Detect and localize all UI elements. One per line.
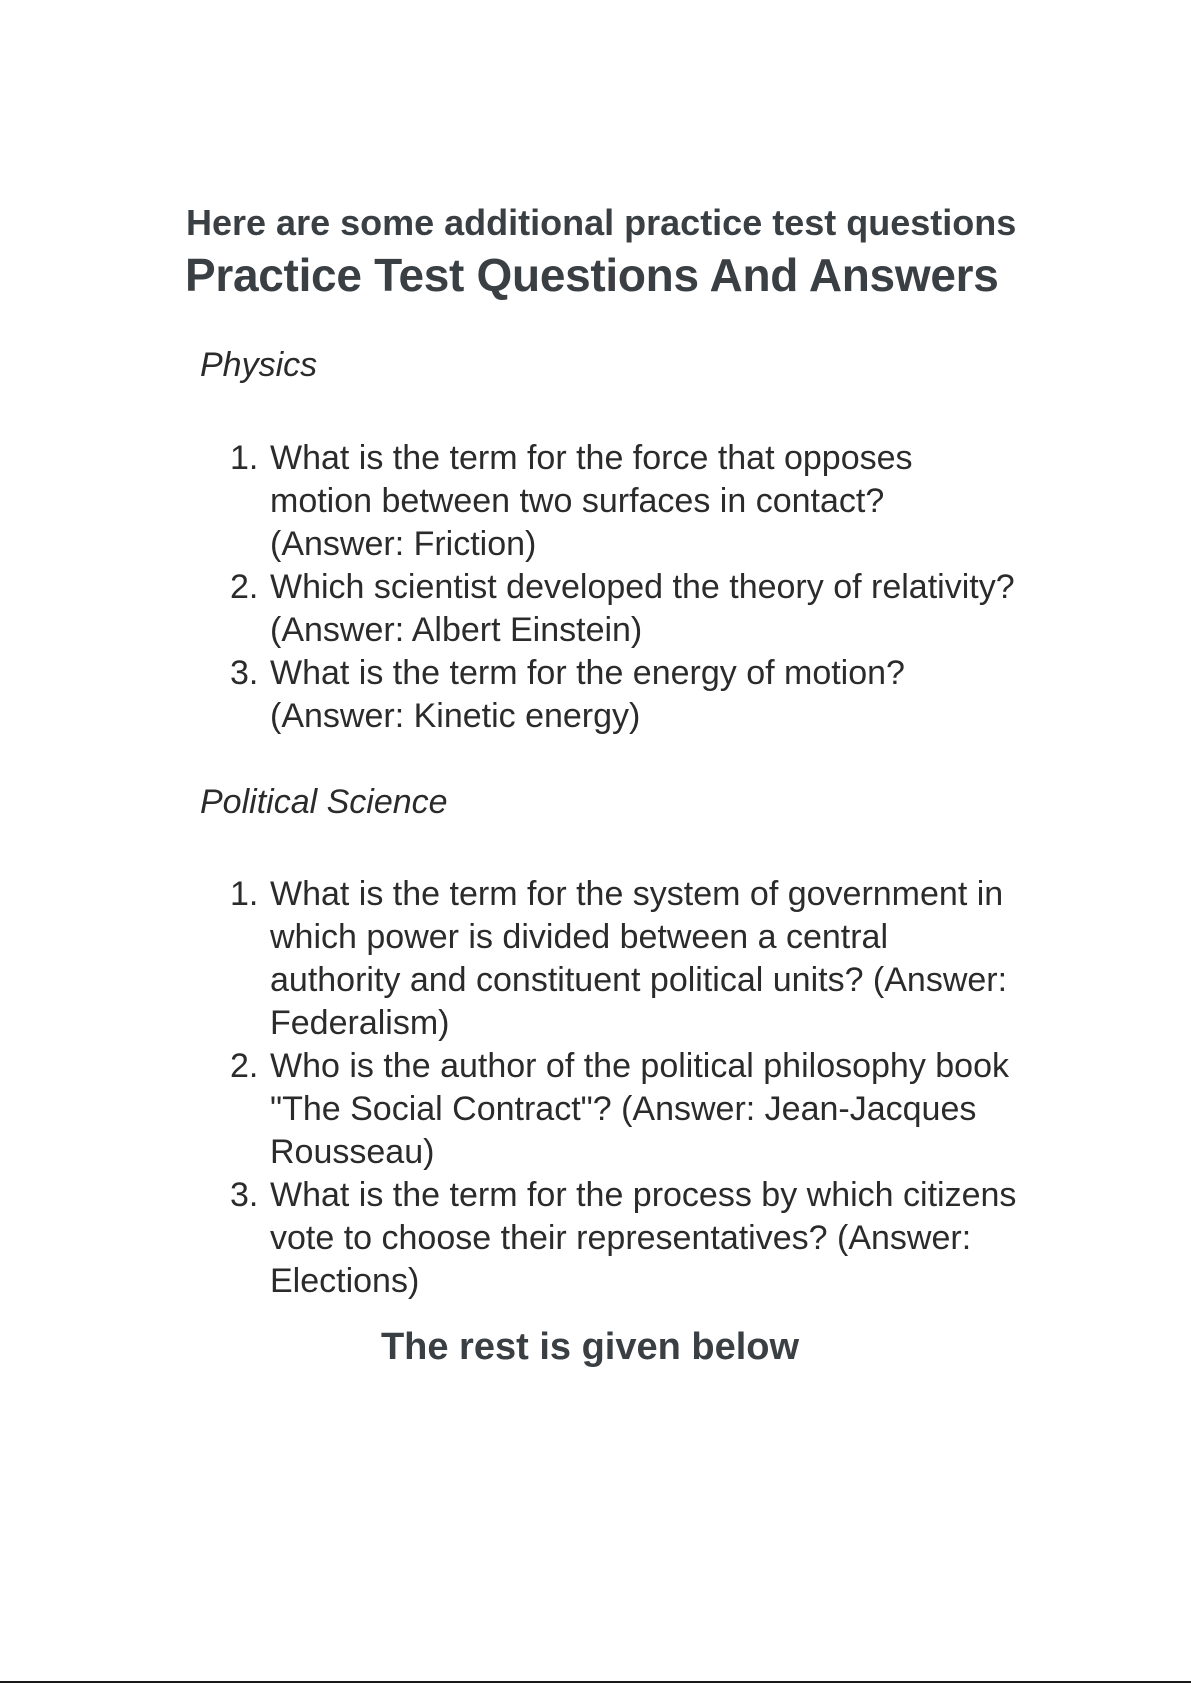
list-item bbox=[228, 437, 1018, 566]
question-text: What is the term for the system of government in which power is divided between a central authority and constituent political units? (Answer: Federalism) bbox=[270, 875, 1008, 1042]
question-number: 3. bbox=[230, 1176, 259, 1214]
list-item bbox=[228, 566, 1018, 652]
physics-question-list bbox=[228, 437, 1018, 738]
list-item bbox=[228, 1045, 1018, 1174]
question-text: What is the term for the process by which citizens vote to choose their representatives? (Answer: Elections) bbox=[270, 1176, 1017, 1300]
list-item bbox=[228, 652, 1018, 738]
question-text: What is the term for the energy of motion? (Answer: Kinetic energy) bbox=[270, 654, 905, 735]
list-item bbox=[228, 1174, 1018, 1303]
page-title: Practice Test Questions And Answers bbox=[185, 249, 999, 301]
question-number: 2. bbox=[230, 1047, 259, 1085]
question-text: What is the term for the force that opposes motion between two surfaces in contact? (Answer: Friction) bbox=[270, 439, 913, 563]
question-text: Which scientist developed the theory of relativity? (Answer: Albert Einstein) bbox=[270, 568, 1015, 649]
section-heading-physics: Physics bbox=[200, 346, 318, 384]
list-item bbox=[228, 873, 1018, 1045]
political-science-question-list bbox=[228, 873, 1018, 1303]
continuation-note: The rest is given below bbox=[380, 1326, 800, 1368]
question-text: Who is the author of the political philosophy book "The Social Contract"? (Answer: Jean-Jacques Rousseau) bbox=[270, 1047, 1010, 1171]
question-number: 2. bbox=[230, 568, 259, 606]
question-number: 1. bbox=[230, 439, 259, 477]
question-number: 1. bbox=[230, 875, 259, 913]
clipped-intro-line bbox=[186, 202, 1017, 246]
question-number: 3. bbox=[230, 654, 259, 692]
clipped-intro-text: Here are some additional practice test questions bbox=[186, 202, 1017, 243]
section-heading-political-science: Political Science bbox=[200, 783, 448, 821]
